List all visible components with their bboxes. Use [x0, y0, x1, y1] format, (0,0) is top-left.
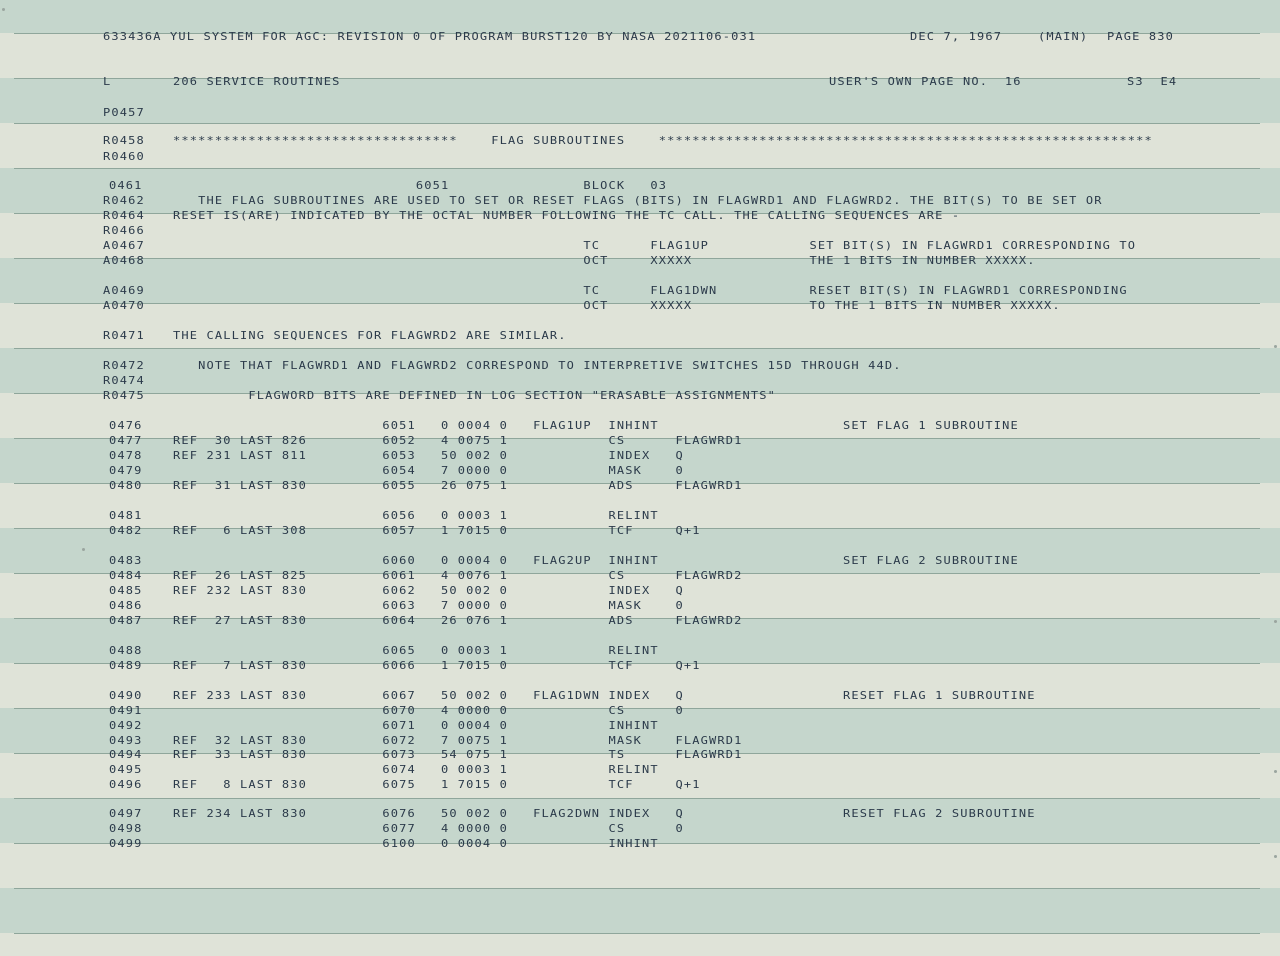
line-text: REF 7 LAST 830 6066 1 7015 0 TCF Q+1	[173, 658, 701, 672]
line-text: REF 30 LAST 826 6052 4 0075 1 CS FLAGWRD1	[173, 433, 743, 447]
line-seq: 0491	[109, 703, 143, 717]
source-line	[0, 133, 1280, 147]
line-text: TC FLAG1DWN RESET BIT(S) IN FLAGWRD1 CORRESPONDING	[173, 283, 1128, 297]
line-text: REF 6 LAST 308 6057 1 7015 0 TCF Q+1	[173, 523, 701, 537]
line-seq: A0469	[103, 283, 145, 297]
line-text: THE CALLING SEQUENCES FOR FLAGWRD2 ARE SIMILAR.	[173, 328, 567, 342]
line-seq: R0464	[103, 208, 145, 222]
line-seq: 0486	[109, 598, 143, 612]
listing-header	[0, 29, 1280, 43]
source-line	[0, 238, 1280, 252]
source-line	[0, 193, 1280, 207]
line-text: REF 27 LAST 830 6064 26 076 1 ADS FLAGWRD2	[173, 613, 743, 627]
line-seq: P0457	[103, 105, 145, 119]
source-line	[0, 508, 1280, 522]
line-seq: 0490	[109, 688, 143, 702]
source-line	[0, 373, 1280, 387]
line-text: 6051 0 0004 0 FLAG1UP INHINT SET FLAG 1 SUBROUTINE	[173, 418, 1019, 432]
line-seq: 0492	[109, 718, 143, 732]
rule-line	[14, 798, 1260, 799]
source-line	[0, 658, 1280, 672]
source-line	[0, 388, 1280, 402]
line-seq: R0474	[103, 373, 145, 387]
line-seq: 0493	[109, 733, 143, 747]
line-seq: 0484	[109, 568, 143, 582]
main-tag: (MAIN)	[1038, 29, 1089, 43]
line-seq: R0466	[103, 223, 145, 237]
rule-line	[14, 888, 1260, 889]
source-line	[0, 806, 1280, 820]
line-seq: A0468	[103, 253, 145, 267]
line-seq: 0482	[109, 523, 143, 537]
source-line	[0, 478, 1280, 492]
line-seq: 0480	[109, 478, 143, 492]
line-seq: 0487	[109, 613, 143, 627]
rule-line	[14, 123, 1260, 124]
source-line	[0, 598, 1280, 612]
source-line	[0, 613, 1280, 627]
users-page: USER'S OWN PAGE NO. 16	[829, 74, 1022, 88]
line-text: REF 233 LAST 830 6067 50 002 0 FLAG1DWN INDEX Q RESET FLAG 1 SUBROUTINE	[173, 688, 1036, 702]
line-seq: R0471	[103, 328, 145, 342]
source-line	[0, 762, 1280, 776]
line-text: NOTE THAT FLAGWRD1 AND FLAGWRD2 CORRESPOND TO INTERPRETIVE SWITCHES 15D THROUGH 44D.	[173, 358, 902, 372]
line-text: REF 234 LAST 830 6076 50 002 0 FLAG2DWN INDEX Q RESET FLAG 2 SUBROUTINE	[173, 806, 1036, 820]
source-line	[0, 178, 1280, 192]
rule-line	[14, 348, 1260, 349]
line-text: TC FLAG1UP SET BIT(S) IN FLAGWRD1 CORRESPONDING TO	[173, 238, 1137, 252]
line-seq: A0470	[103, 298, 145, 312]
section-title: 206 SERVICE ROUTINES	[173, 74, 341, 88]
source-line	[0, 733, 1280, 747]
source-line	[0, 223, 1280, 237]
line-text: THE FLAG SUBROUTINES ARE USED TO SET OR RESET FLAGS (BITS) IN FLAGWRD1 AND FLAGWRD2. THE BIT(S) TO BE SET OR	[173, 193, 1103, 207]
line-seq: 0497	[109, 806, 143, 820]
line-seq: R0462	[103, 193, 145, 207]
line-text: 6065 0 0003 1 RELINT	[173, 643, 659, 657]
source-line	[0, 821, 1280, 835]
source-line	[0, 688, 1280, 702]
line-seq: 0478	[109, 448, 143, 462]
line-seq: 0498	[109, 821, 143, 835]
line-seq: 0476	[109, 418, 143, 432]
line-text: 6063 7 0000 0 MASK 0	[173, 598, 684, 612]
source-line	[0, 643, 1280, 657]
source-line	[0, 568, 1280, 582]
source-line	[0, 328, 1280, 342]
section-header	[0, 74, 1280, 88]
source-line	[0, 523, 1280, 537]
rule-line	[14, 168, 1260, 169]
line-text: ********************************** FLAG SUBROUTINES ***********************************************************	[173, 133, 1153, 147]
source-line	[0, 718, 1280, 732]
paper-band	[0, 888, 1280, 933]
source-line	[0, 777, 1280, 791]
source-line	[0, 149, 1280, 163]
line-seq: R0475	[103, 388, 145, 402]
source-line	[0, 747, 1280, 761]
source-line	[0, 418, 1280, 432]
line-seq: 0488	[109, 643, 143, 657]
l-mark: L	[103, 74, 112, 88]
source-line	[0, 836, 1280, 850]
line-seq: 0479	[109, 463, 143, 477]
line-seq: 0496	[109, 777, 143, 791]
line-seq: 0483	[109, 553, 143, 567]
source-line	[0, 358, 1280, 372]
line-text: 6054 7 0000 0 MASK 0	[173, 463, 684, 477]
source-line	[0, 298, 1280, 312]
line-seq: 0485	[109, 583, 143, 597]
source-line	[0, 703, 1280, 717]
source-line	[0, 463, 1280, 477]
source-line	[0, 208, 1280, 222]
source-line	[0, 105, 1280, 119]
line-seq: 0499	[109, 836, 143, 850]
line-text: 6071 0 0004 0 INHINT	[173, 718, 659, 732]
line-seq: 0495	[109, 762, 143, 776]
line-text: 6074 0 0003 1 RELINT	[173, 762, 659, 776]
margin-mark	[82, 548, 85, 551]
line-text: 6051 BLOCK 03	[173, 178, 668, 192]
source-line	[0, 253, 1280, 267]
line-text: REF 8 LAST 830 6075 1 7015 0 TCF Q+1	[173, 777, 701, 791]
line-seq: A0467	[103, 238, 145, 252]
margin-mark	[1274, 345, 1277, 348]
line-seq: R0460	[103, 149, 145, 163]
line-seq: 0494	[109, 747, 143, 761]
line-text: 6077 4 0000 0 CS 0	[173, 821, 684, 835]
line-text: 6100 0 0004 0 INHINT	[173, 836, 659, 850]
rule-line	[14, 933, 1260, 934]
line-text: OCT XXXXX THE 1 BITS IN NUMBER XXXXX.	[173, 253, 1036, 267]
source-line	[0, 283, 1280, 297]
line-text: 6056 0 0003 1 RELINT	[173, 508, 659, 522]
line-text: 6060 0 0004 0 FLAG2UP INHINT SET FLAG 2 SUBROUTINE	[173, 553, 1019, 567]
line-text: 6070 4 0000 0 CS 0	[173, 703, 684, 717]
line-seq: R0472	[103, 358, 145, 372]
line-text: FLAGWORD BITS ARE DEFINED IN LOG SECTION "ERASABLE ASSIGNMENTS"	[173, 388, 776, 402]
source-line	[0, 433, 1280, 447]
line-text: REF 26 LAST 825 6061 4 0076 1 CS FLAGWRD2	[173, 568, 743, 582]
line-text: REF 32 LAST 830 6072 7 0075 1 MASK FLAGWRD1	[173, 733, 743, 747]
line-text: RESET IS(ARE) INDICATED BY THE OCTAL NUMBER FOLLOWING THE TC CALL. THE CALLING SEQUENCES ARE -	[173, 208, 961, 222]
line-seq: 0489	[109, 658, 143, 672]
page-number: PAGE 830	[1107, 29, 1174, 43]
line-text: OCT XXXXX TO THE 1 BITS IN NUMBER XXXXX.	[173, 298, 1061, 312]
margin-mark	[2, 8, 5, 11]
source-line	[0, 553, 1280, 567]
line-text: REF 231 LAST 811 6053 50 002 0 INDEX Q	[173, 448, 684, 462]
line-seq: R0458	[103, 133, 145, 147]
line-seq: 0481	[109, 508, 143, 522]
source-line	[0, 448, 1280, 462]
job-title: 633436A YUL SYSTEM FOR AGC: REVISION 0 OF PROGRAM BURST120 BY NASA 2021106-031	[103, 29, 757, 43]
source-line	[0, 583, 1280, 597]
section-code: S3 E4	[1127, 74, 1178, 88]
print-date: DEC 7, 1967	[910, 29, 1003, 43]
line-text: REF 33 LAST 830 6073 54 075 1 TS FLAGWRD1	[173, 747, 743, 761]
line-seq: 0461	[109, 178, 143, 192]
line-text: REF 232 LAST 830 6062 50 002 0 INDEX Q	[173, 583, 684, 597]
margin-mark	[1274, 855, 1277, 858]
line-text: REF 31 LAST 830 6055 26 075 1 ADS FLAGWRD1	[173, 478, 743, 492]
line-seq: 0477	[109, 433, 143, 447]
